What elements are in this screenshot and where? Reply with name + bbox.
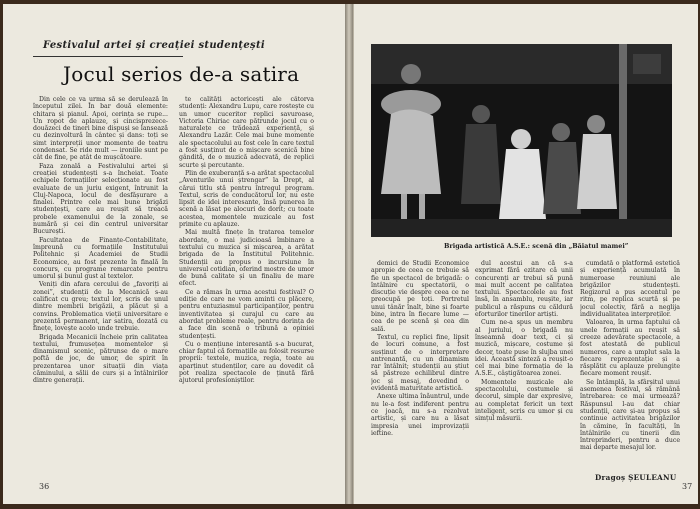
paragraph: Din cele ce va urma să se derulează în începutul zilei. În bar două elemente: chitara și pianul. Apoi, cerința se rupe... Un ropot de aplauze, și cincisprezece-douăzeci de tineri bine dispuși se lansează cu dezinvoltură în cântec și dans: toți se simt interpreții unor momente de teatru condensat. Se ride mult — ironiile sunt pe cât de fine, pe atât de mușcătoare. bbox=[33, 96, 168, 162]
paragraph: Brigada Mecanicii încheie prin calitatea textului, frumusețea momentelor și dinamismul scenic, pătrunse de o mare poftă de joc, de umor, de spirit în prezentarea unor situații din viața căminului, a sălii de curs și a întâlnirilor dintre generații. bbox=[33, 333, 168, 385]
paragraph: dul acestui an că s-a exprimat fără ezitare că unii concurenți ar trebui să pună mai mult accent pe calitatea textului. Spectacolele au fost însă, în ansamblu, reușite, iar publicul a răspuns cu căldură eforturilor tinerilor artiști. bbox=[475, 260, 573, 319]
paragraph: Anexe ultima înăuntrul, unde nu le-a fost indiferent pentru ce joacă, nu s-a rezolvat artistic, și care nu a lăsat impresia unei improvizații ieftine. bbox=[371, 393, 469, 437]
section-title: Festivalul artei și creației studențești bbox=[43, 40, 265, 51]
left-column-1 bbox=[33, 96, 168, 486]
paragraph: Valoarea, în urma faptului că unele formații au reușit să creeze adevărate spectacole, a fost atestată de publicul numeros, care a umplut sala la fiecare reprezentație și a răsplătit cu aplauze prelungite fiecare moment reușit. bbox=[580, 319, 680, 378]
paragraph: Momentele muzicale ale spectacolului, costumele și decorul, simple dar expresive, au completat fericit un text inteligent, scris cu umor și cu simțul măsurii. bbox=[475, 378, 573, 423]
paragraph: Facultatea de Finanțe-Contabilitate, împreună cu formațiile Institutului Politehnic și Academiei de Studii Economice, au fost prezente în finală în concurs, cu programe remarcate pentru umorul și bunul gust al textelor. bbox=[33, 236, 168, 281]
title-rule bbox=[33, 56, 183, 57]
author-signature: Dragoș ȘEULEANU bbox=[595, 473, 677, 482]
article-title: Jocul serios de-a satira bbox=[63, 62, 300, 86]
paragraph: Ce a rămas în urma acestui festival? O ediție de care ne vom aminti cu plăcere, pentru entuziasmul participanților, pentru inventivitatea și curajul cu care au abordat probleme reale, pentru dorința de a face din scenă o tribună a opiniei studențești. bbox=[179, 288, 314, 340]
paragraph: te calități actoricești ale câtorva studenți: Alexandru Lupu, care rostește cu un umor cuceritor replici savuroase, Victoria Chiriac care pătrunde jocul cu o naturalețe ce trădează experiență, și Alexandru Lazăr. Cele mai bune momente ale spectacolului au fost cele în care textul a fost susținut de o mișcare scenică bine gândită, de o muzică adecvată, de replici scurte și percutante. bbox=[179, 96, 314, 169]
paragraph: Mai multă finețe în tratarea temelor abordate, o mai judicioasă îmbinare a textului cu muzica și mișcarea, a arătat brigada de la Institutul Politehnic. Studenții au propus o incursiune în universul cotidian, oferind mostre de umor de bună calitate și un finaliu de mare efect. bbox=[179, 229, 314, 288]
stage-photo bbox=[371, 44, 672, 237]
paragraph: cumdată o platformă estetică și experiență acumulată în numeroase reuniuni ale brigăzilor studențești. Regizorul a pus accentul pe ritm, pe replica scurtă și pe jocul colectiv, fără a neglija individualitatea interpreților. bbox=[580, 260, 680, 319]
stage-photo-image bbox=[371, 44, 672, 237]
paragraph: Faza zonală a Festivalului artei și creației studențești s-a încheiat. Toate echipele formațiilor selecționate au fost evaluate de un juriu exigent, întrunit la Cluj-Napoca, locul de desfășurare a finalei. Printre cele mai bune brigăzi studențești, care au reușit să treacă probele examenului de la zonale, se numără și cei din centrul universitar București. bbox=[33, 162, 168, 236]
page-number-left: 36 bbox=[39, 482, 50, 491]
right-column-3 bbox=[580, 260, 680, 470]
right-page bbox=[353, 4, 698, 504]
binding-gutter bbox=[345, 4, 353, 504]
paragraph: Cu o mențiune interesantă s-a bucurat, chiar faptul că formațiile au folosit resurse proprii: textele, muzica, regia, toate au aparținut studenților, care au dovedit că pot realiza spectacole de ținută fără ajutorul profesioniștilor. bbox=[179, 340, 314, 385]
paragraph: demici de Studii Economice apropie de ceea ce trebuie să fie un spectacol de brigadă: o întâlnire cu spectatorii, o discuție vie despre ceea ce ne preocupă pe toți. Portretul unui tânăr înalt, bine și foarte bine, intra în fiecare lume — cea de pe scenă și cea din sală. bbox=[371, 260, 469, 333]
photo-caption: Brigada artistică A.S.E.: scenă din „Băiatul mamei” bbox=[444, 242, 629, 250]
paragraph: Cum ne-a spus un membru al juriului, o brigadă nu înseamnă doar text, ci și muzică, mișcare, costume și decor, toate puse în slujba unei idei. Această sinteză a reușit-o cel mai bine formația de la A.S.E., câștigătoarea zonei. bbox=[475, 319, 573, 378]
right-column-1 bbox=[371, 260, 469, 470]
right-column-2 bbox=[475, 260, 573, 470]
paragraph: Textul, cu replici fine, lipsit de locuri comune, a fost susținut de o interpretare antrenantă, cu un dinamism rar întâlnit; studenții au știut să păstreze echilibrul dintre joc și mesaj, dovedind o evidentă maturitate artistică. bbox=[371, 333, 469, 393]
paragraph: Veniți din afara cercului de „favoriți ai zonei”, studenții de la Mecanică s-au calificat cu greu; textul lor, scris de unul dintre membrii brigăzii, a plăcut și a convins. Problematica vieții universitare e prezentă permanent, iar satira, dozată cu finețe, lovește acolo unde trebuie. bbox=[33, 281, 168, 333]
left-column-2 bbox=[179, 96, 314, 486]
left-page bbox=[3, 4, 346, 504]
paragraph: Plin de exuberanță s-a arătat spectacolul „Aventurile unui ștrengar” la Drept, al cărui titlu stă pentru întregul program. Textul, scris de conducătorul lor, nu este lipsit de idei interesante, însă punerea în scenă a lăsat pe alocuri de dorit; cu toate acestea, momentele muzicale au fost primite cu aplauze. bbox=[179, 169, 314, 229]
page-number-right: 37 bbox=[682, 482, 693, 491]
paragraph: Se întâmplă, la sfârșitul unui asemenea festival, să rămână întrebarea: ce mai urmează? Răspunsul l-au dat chiar studenții, care și-au propus să continue activitatea brigăzilor în cămine, în facultăți, în întâlnirile cu tinerii din întreprinderi, pentru a duce mai departe mesajul lor. bbox=[580, 378, 680, 452]
